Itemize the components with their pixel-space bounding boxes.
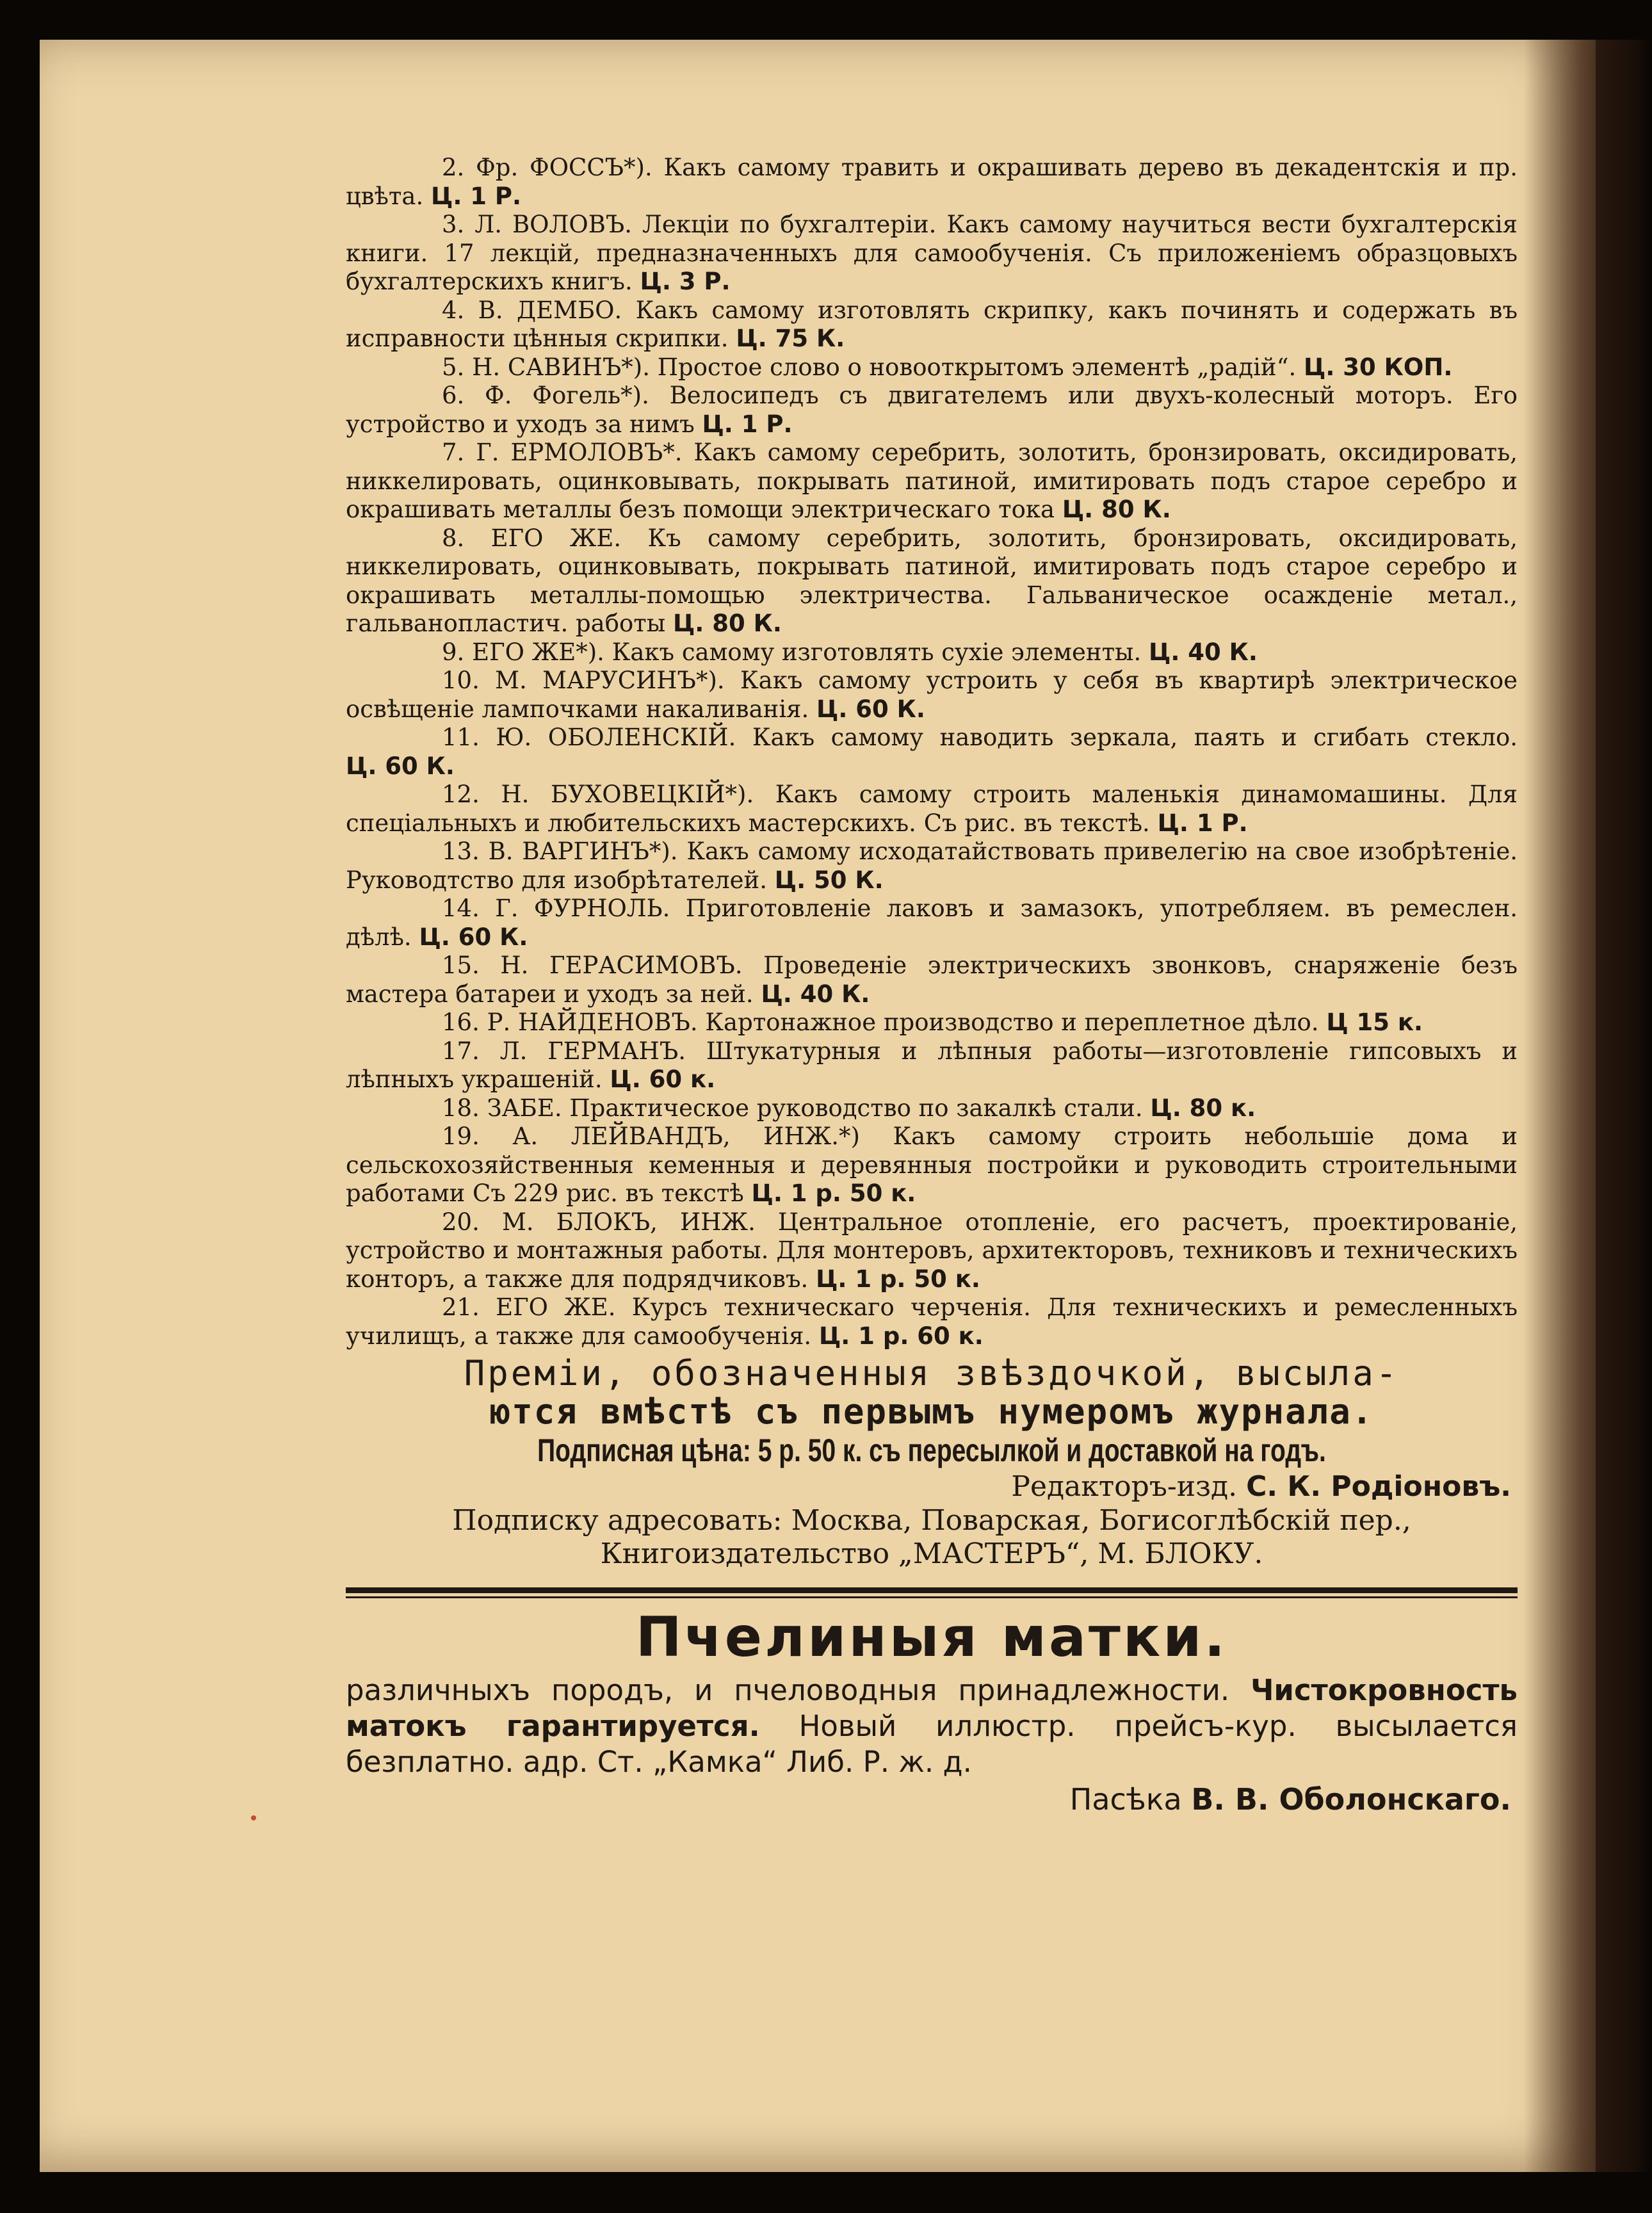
editor-line	[346, 1470, 1518, 1504]
ad-text	[346, 1673, 1518, 1780]
list-item-text: 18. ЗАБЕ. Практическое руководство по закалкѣ стали.	[442, 1094, 1143, 1122]
list-item	[346, 781, 1518, 838]
list-item-text: 6. Ф. Фогель*). Велосипедъ съ двигателемъ или двухъ-колесный моторъ. Его устройство и уходъ за нимъ	[346, 382, 1518, 438]
list-item-price: Ц. 60 К.	[346, 752, 455, 780]
list-item-body	[346, 1094, 1518, 1123]
list-item	[346, 1009, 1518, 1037]
list-item-text: 15. Н. ГЕРАСИМОВЪ. Проведеніе электрическихъ звонковъ, снаряженіе безъ мастера батареи и уходъ за ней.	[346, 952, 1518, 1008]
list-item-price: Ц. 80 К.	[1062, 496, 1171, 523]
list-item-body	[346, 296, 1518, 353]
list-item-price: Ц. 1 Р.	[431, 182, 522, 210]
premium-notice	[346, 1354, 1518, 1431]
list-item-body	[346, 1037, 1518, 1094]
list-item-text: 7. Г. ЕРМОЛОВЪ*. Какъ самому серебрить, золотить, бронзировать, оксидировать, никкелировать, оцинковывать, покрывать патиной, имитировать подъ старое серебро и окрашивать металлы безъ помощи электрическаго тока	[346, 439, 1518, 523]
list-item	[346, 439, 1518, 524]
list-item	[346, 895, 1518, 952]
list-item-price: Ц. 1 Р.	[702, 410, 793, 438]
list-item-price: Ц. 1 р. 50 к.	[816, 1265, 980, 1293]
list-item-body	[346, 952, 1518, 1009]
list-item-price: Ц. 1 р. 60 к.	[818, 1322, 984, 1350]
separator-rule	[346, 1587, 1518, 1598]
list-item-price: Ц. 30 КОП.	[1304, 353, 1453, 381]
list-item-price: Ц. 1 р. 50 к.	[751, 1179, 916, 1207]
list-item-text: 8. ЕГО ЖЕ. Къ самому серебрить, золотить, бронзировать, оксидировать, никкелировать, оцинковывать, покрывать патиной, имитировать подъ старое серебро и окрашивать металлы-помощью электричества. Гальваническое осажденіе метал., гальванопластич. работы	[346, 524, 1518, 637]
list-item-body	[346, 781, 1518, 838]
list-item-body	[346, 1208, 1518, 1294]
list-item-price: Ц. 80 К.	[672, 610, 782, 637]
ad-text-mid: Новый иллюстр. прейсъ-кур. высылается безплатно. адр. Ст. „Камка“ Либ. Р. ж. д.	[346, 1709, 1518, 1779]
list-item	[346, 838, 1518, 895]
red-mark	[251, 1815, 256, 1820]
list-item-price: Ц. 60 к.	[610, 1066, 716, 1093]
list-item-body	[346, 211, 1518, 296]
list-item-text: 21. ЕГО ЖЕ. Курсъ техническаго черченія. Для техническихъ и ремесленныхъ училищъ, а также для самообученія.	[346, 1293, 1518, 1350]
list-item-body	[346, 638, 1518, 667]
list-item	[346, 382, 1518, 439]
list-item-body	[346, 154, 1518, 211]
list-item-price: Ц. 60 К.	[816, 695, 925, 723]
list-item-price: Ц. 50 К.	[774, 866, 884, 894]
list-item	[346, 154, 1518, 211]
notice-line-1: Преміи, обозначенныя звѣздочкой, высыла-	[464, 1353, 1400, 1393]
ad-sign-name: В. В. Оболонскаго.	[1191, 1782, 1511, 1817]
list-item-price: Ц. 3 Р.	[640, 268, 731, 295]
list-item-price: Ц. 80 к.	[1150, 1094, 1256, 1122]
list-item	[346, 1123, 1518, 1208]
subscription-address	[346, 1504, 1518, 1571]
book-list	[346, 154, 1518, 1350]
list-item-price: Ц. 75 К.	[736, 325, 845, 352]
list-item	[346, 952, 1518, 1009]
list-item	[346, 1094, 1518, 1123]
list-item-body	[346, 353, 1518, 382]
list-item	[346, 638, 1518, 667]
list-item-text: 2. Фр. ФОССЪ*). Какъ самому травить и окрашивать дерево въ декадентскія и пр. цвѣта.	[346, 154, 1518, 210]
list-item-text: 13. В. ВАРГИНЪ*). Какъ самому исходатайствовать привелегію на свое изобрѣтеніе. Руководтство для изобрѣтателей.	[346, 838, 1518, 894]
list-item-body	[346, 382, 1518, 439]
list-item-text: 5. Н. САВИНЪ*). Простое слово о новооткрытомъ элементѣ „радій“.	[442, 353, 1297, 381]
ad-guarantee: Чистокровность матокъ гарантируется.	[346, 1673, 1518, 1743]
notice-line-2: ются вмѣстѣ съ первымъ нумеромъ журнала.	[489, 1391, 1374, 1432]
list-item-body	[346, 439, 1518, 524]
list-item-body	[346, 895, 1518, 952]
list-item	[346, 524, 1518, 638]
list-item-text: 20. М. БЛОКЪ, ИНЖ. Центральное отопленіе, его расчетъ, проектированіе, устройство и монтажныя работы. Для монтеровъ, архитекторовъ, техниковъ и техническихъ конторъ, а также для подрядчиковъ.	[346, 1208, 1518, 1293]
list-item-text: 4. В. ДЕМБО. Какъ самому изготовлять скрипку, какъ починять и содержать въ исправности цѣнныя скрипки.	[346, 296, 1518, 352]
list-item-body	[346, 667, 1518, 724]
list-item-text: 17. Л. ГЕРМАНЪ. Штукатурныя и лѣпныя работы—изготовленіе гипсовыхъ и лѣпныхъ украшеній.	[346, 1037, 1518, 1093]
editor-label: Редакторъ-изд.	[1011, 1470, 1238, 1503]
ad-text-start: различныхъ породъ, и пчеловодныя принадлежности.	[346, 1673, 1230, 1707]
list-item	[346, 211, 1518, 296]
list-item-text: 11. Ю. ОБОЛЕНСКІЙ. Какъ самому наводить зеркала, паять и сгибать стекло.	[442, 724, 1518, 751]
list-item-text: 3. Л. ВОЛОВЪ. Лекціи по бухгалтеріи. Какъ самому научиться вести бухгалтерскія книги. 17 лекцій, предназначенныхъ для самообученія. Съ приложеніемъ образцовыхъ бухгалтерскихъ книгъ.	[346, 211, 1518, 295]
list-item	[346, 1208, 1518, 1294]
list-item-body	[346, 1123, 1518, 1208]
list-item-price: Ц. 1 Р.	[1157, 809, 1248, 837]
list-item-price: Ц. 40 К.	[1149, 638, 1258, 666]
list-item	[346, 1293, 1518, 1350]
list-item-price: Ц. 60 К.	[419, 923, 528, 951]
list-item-body	[346, 724, 1518, 781]
list-item-body	[346, 838, 1518, 895]
address-line-2: Книгоиздательство „МАСТЕРЪ“, М. БЛОКУ.	[600, 1537, 1263, 1570]
page-column	[346, 154, 1518, 1819]
list-item-body	[346, 1009, 1518, 1037]
list-item	[346, 353, 1518, 382]
editor-name: С. К. Родіоновъ.	[1246, 1470, 1511, 1503]
list-item-price: Ц. 40 К.	[761, 980, 870, 1008]
list-item-text: 9. ЕГО ЖЕ*). Какъ самому изготовлять сухіе элементы.	[442, 638, 1142, 666]
list-item-text: 16. Р. НАЙДЕНОВЪ. Картонажное производство и переплетное дѣло.	[442, 1009, 1319, 1036]
address-line-1: Подписку адресовать: Москва, Поварская, Богисоглѣбскій пер.,	[452, 1504, 1411, 1537]
subscription-price: Подписная цѣна: 5 р. 50 к. съ пересылкой и доставкой на годъ.	[537, 1432, 1326, 1468]
list-item-body	[346, 1293, 1518, 1350]
list-item	[346, 667, 1518, 724]
list-item-text: 19. А. ЛЕЙВАНДЪ, ИНЖ.*) Какъ самому строить небольшіе дома и сельскохозяйственныя кеменныя и деревянныя постройки и руководить строительными работами Съ 229 рис. въ текстѣ	[346, 1123, 1518, 1207]
list-item-body	[346, 524, 1518, 638]
list-item	[346, 1037, 1518, 1094]
list-item-text: 12. Н. БУХОВЕЦКІЙ*). Какъ самому строить маленькія динамомашины. Для спеціальныхъ и любительскихъ мастерскихъ. Съ рис. въ текстѣ.	[346, 781, 1518, 837]
list-item-price: Ц 15 к.	[1326, 1009, 1423, 1036]
list-item	[346, 724, 1518, 781]
ad-title: Пчелиныя матки.	[635, 1605, 1228, 1669]
ad-sign-label: Пасѣка	[1069, 1782, 1182, 1817]
ad-signature	[346, 1780, 1518, 1819]
list-item-text: 14. Г. ФУРНОЛЬ. Приготовленіе лаковъ и замазокъ, употребляем. въ ремеслен. дѣлѣ.	[346, 895, 1518, 951]
book-spine-shadow	[1524, 40, 1652, 2172]
list-item	[346, 296, 1518, 353]
list-item-text: 10. М. МАРУСИНЪ*). Какъ самому устроить у себя въ квартирѣ электрическое освѣщеніе лампочками накаливанія.	[346, 667, 1518, 723]
